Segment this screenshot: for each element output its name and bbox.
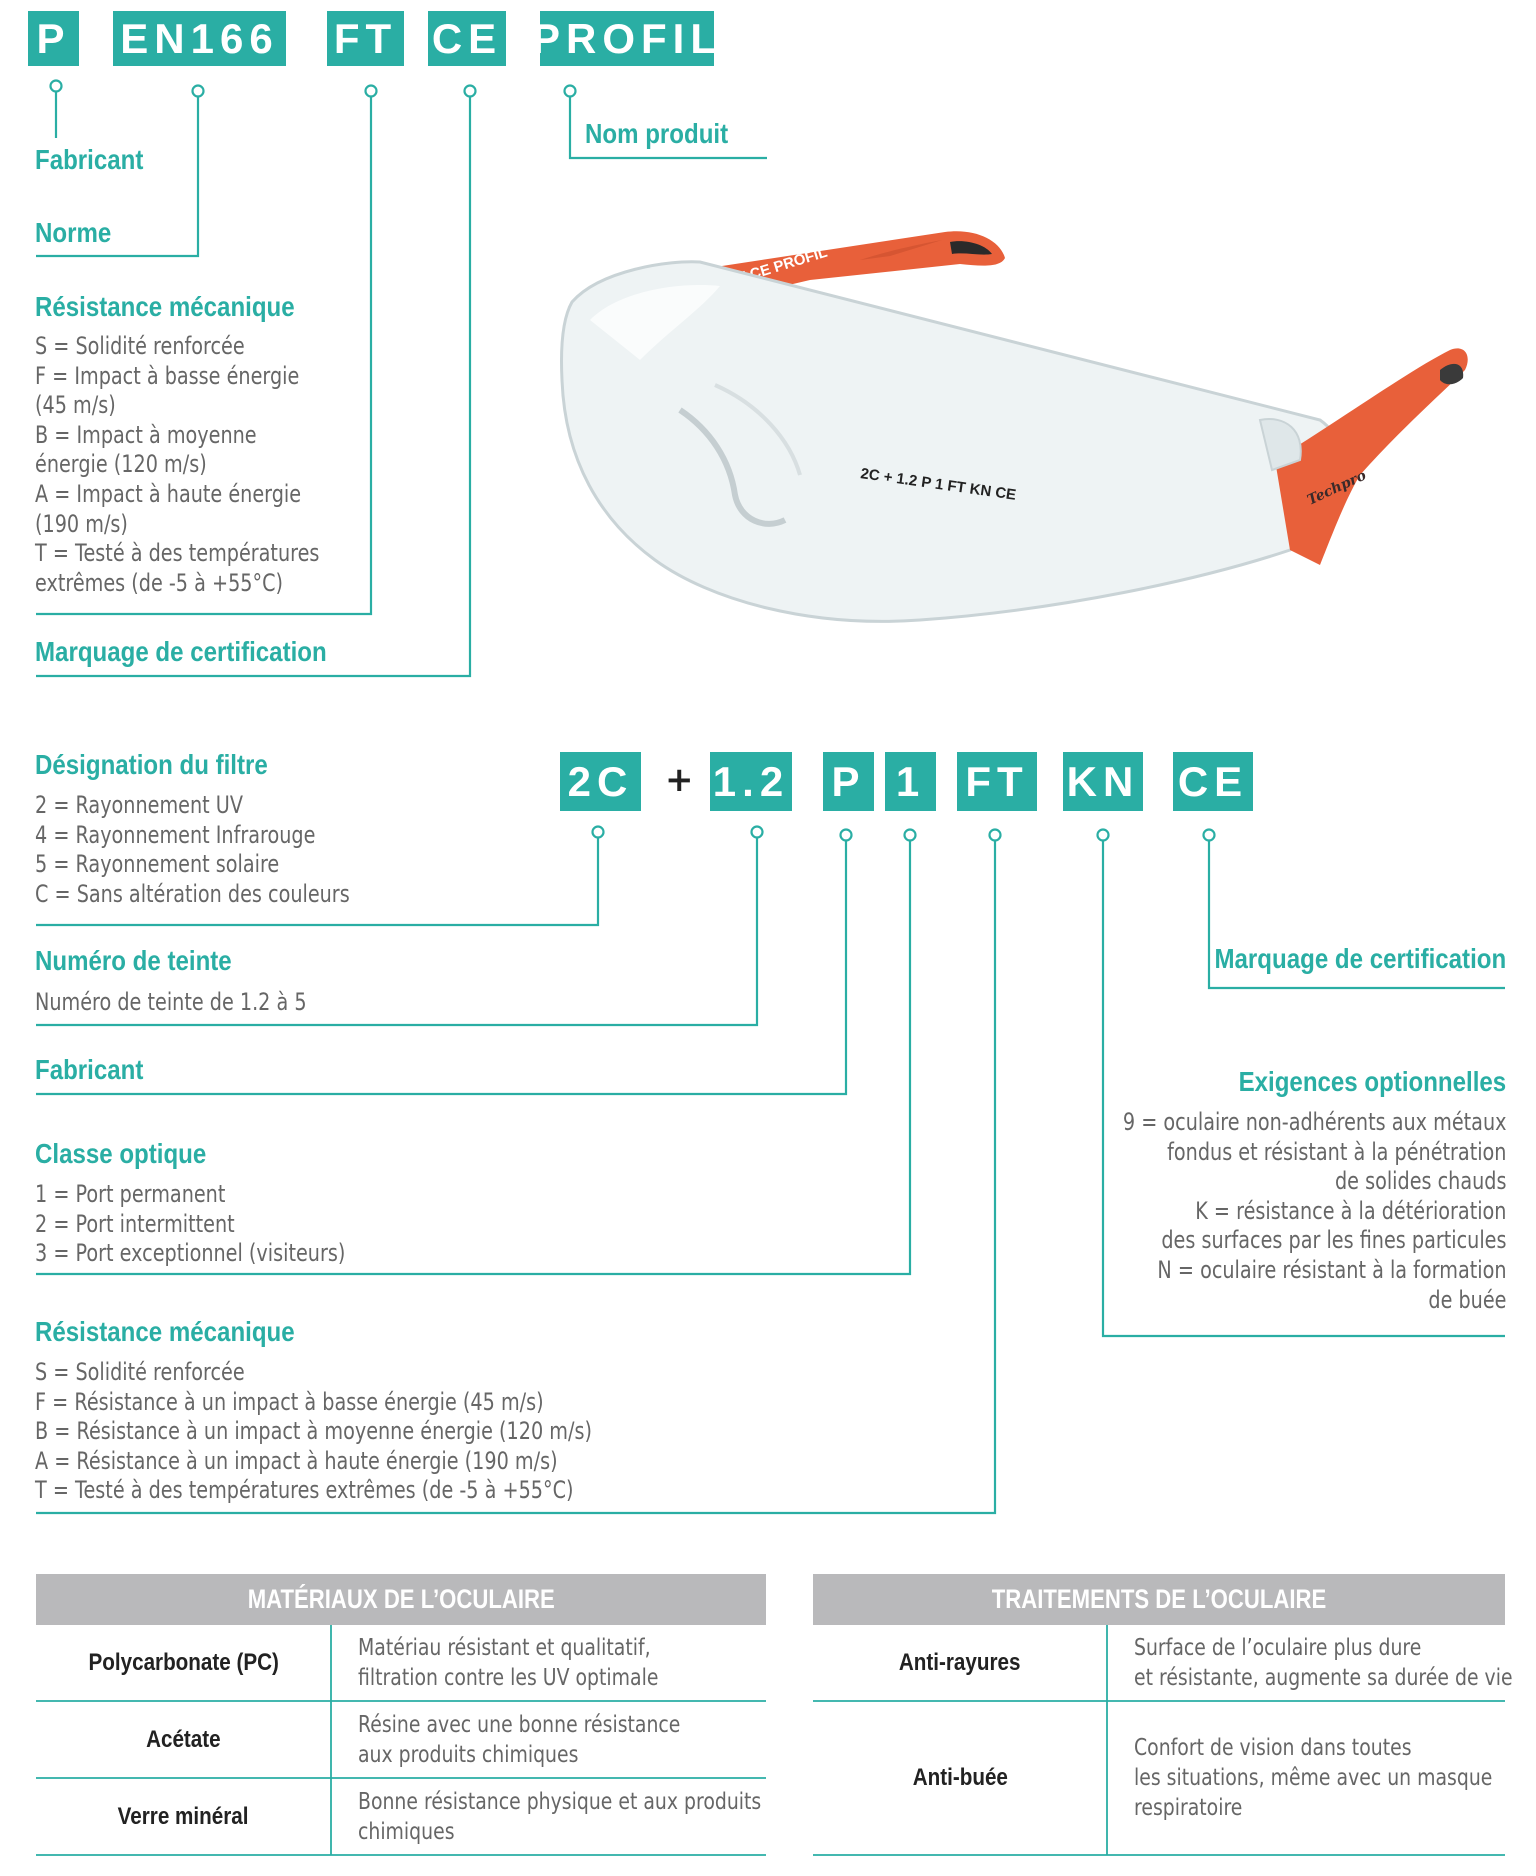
traitements-desc-antirayures xyxy=(1134,1625,1513,1701)
label-filtre: Désignation du filtre xyxy=(35,749,268,780)
traitements-header: TRAITEMENTS DE L’OCULAIRE xyxy=(813,1574,1505,1625)
materiaux-desc-line: chimiques xyxy=(358,1818,455,1845)
resistance-top-line: B = Impact à moyenne xyxy=(35,420,257,449)
plus-sign: + xyxy=(665,760,694,800)
optionnelles-line: des surfaces par les fines particules xyxy=(1160,1226,1506,1255)
resistance-lens-line: S = Solidité renforcée xyxy=(35,1358,245,1386)
resistance-lens-line: A = Résistance à un impact à haute énergie (190 m/s) xyxy=(35,1446,558,1475)
resistance-top-line: (45 m/s) xyxy=(35,391,116,420)
resistance-top-line: énergie (120 m/s) xyxy=(35,450,207,479)
optionnelles-line: de buée xyxy=(1427,1285,1506,1314)
materiaux-desc-line: Matériau résistant et qualitatif, xyxy=(358,1635,651,1661)
materiaux-desc-line: aux produits chimiques xyxy=(358,1741,579,1768)
materiaux-name-acetate: Acétate xyxy=(146,1725,221,1753)
filtre-line: 5 = Rayonnement solaire xyxy=(35,850,280,879)
optionnelles-line: 9 = oculaire non-adhérents aux métaux xyxy=(1122,1108,1506,1136)
resistance-top-line: A = Impact à haute énergie xyxy=(35,479,302,508)
label-certification-lens: Marquage de certification xyxy=(1214,943,1506,974)
label-optionnelles: Exigences optionnelles xyxy=(1238,1066,1506,1097)
filtre-line: C = Sans altération des couleurs xyxy=(35,879,350,908)
label-norme: Norme xyxy=(35,217,112,248)
brand-print: Techpro xyxy=(1304,467,1369,509)
badge-2c: 2C xyxy=(560,752,641,811)
resistance-top-line: S = Solidité renforcée xyxy=(35,332,245,360)
traitements-desc-line: les situations, même avec un masque xyxy=(1134,1765,1493,1791)
materiaux-desc-line: Bonne résistance physique et aux produits xyxy=(358,1788,762,1815)
traitements-desc-antibuee xyxy=(1134,1701,1504,1855)
optionnelles-line: N = oculaire résistant à la formation xyxy=(1156,1255,1506,1284)
classe-line: 2 = Port intermittent xyxy=(35,1209,235,1238)
label-classe: Classe optique xyxy=(35,1138,207,1169)
filtre-line: 4 = Rayonnement Infrarouge xyxy=(35,820,316,849)
resistance-lens-line: B = Résistance à un impact à moyenne énergie (120 m/s) xyxy=(35,1417,592,1446)
filtre-line: 2 = Rayonnement UV xyxy=(35,791,243,819)
resistance-top-line: F = Impact à basse énergie xyxy=(35,361,300,390)
badge-p-lens: P xyxy=(823,752,874,811)
classe-line: 3 = Port exceptionnel (visiteurs) xyxy=(35,1239,346,1268)
resistance-top-line: extrêmes (de -5 à +55°C) xyxy=(35,568,283,597)
badge-profil: PROFIL xyxy=(540,11,714,66)
classe-line: 1 = Port permanent xyxy=(35,1180,226,1208)
badge-1: 1 xyxy=(885,752,936,811)
resistance-top-line: T = Testé à des températures xyxy=(35,539,320,568)
badge-1-2: 1.2 xyxy=(710,752,792,811)
traitements-name-antirayures: Anti-rayures xyxy=(899,1649,1021,1676)
teinte-line: Numéro de teinte de 1.2 à 5 xyxy=(35,988,307,1016)
traitements-desc-line: et résistante, augmente sa durée de vie xyxy=(1134,1665,1513,1691)
badge-p: P xyxy=(28,11,79,66)
optionnelles-line: K = résistance à la détérioration xyxy=(1194,1196,1506,1225)
resistance-lens-line: T = Testé à des températures extrêmes (de -5 à +55°C) xyxy=(35,1476,574,1505)
materiaux-name-pc: Polycarbonate (PC) xyxy=(88,1649,279,1676)
label-certification-top: Marquage de certification xyxy=(35,636,327,667)
resistance-top-line: (190 m/s) xyxy=(35,509,128,538)
lens-print: 2C + 1.2 P 1 FT KN CE xyxy=(859,465,1018,504)
materiaux-desc-pc xyxy=(358,1625,758,1701)
materiaux-desc-line: Résine avec une bonne résistance xyxy=(358,1711,681,1738)
traitements-desc-line: Surface de l’oculaire plus dure xyxy=(1134,1635,1422,1661)
badge-ce: CE xyxy=(428,11,506,66)
badge-ce-lens: CE xyxy=(1173,752,1253,811)
badge-ft-lens: FT xyxy=(957,752,1037,811)
label-fabricant-lens: Fabricant xyxy=(35,1054,144,1085)
materiaux-header: MATÉRIAUX DE L’OCULAIRE xyxy=(36,1574,766,1625)
materiaux-desc-acetate xyxy=(358,1701,758,1778)
badge-ft: FT xyxy=(327,11,404,66)
resistance-lens-line: F = Résistance à un impact à basse énergie (45 m/s) xyxy=(35,1387,544,1416)
label-nom-produit: Nom produit xyxy=(585,118,729,149)
materiaux-desc-line: filtration contre les UV optimale xyxy=(358,1665,659,1691)
optionnelles-line: fondus et résistant à la pénétration xyxy=(1166,1137,1506,1166)
traitements-desc-line: respiratoire xyxy=(1134,1795,1243,1821)
traitements-name-antibuee: Anti-buée xyxy=(912,1764,1008,1791)
label-resistance-top: Résistance mécanique xyxy=(35,291,295,322)
badge-kn: KN xyxy=(1063,752,1143,811)
traitements-desc-line: Confort de vision dans toutes xyxy=(1134,1735,1412,1761)
optionnelles-line: de solides chauds xyxy=(1334,1167,1506,1196)
label-fabricant-top: Fabricant xyxy=(35,144,144,175)
label-resistance-lens: Résistance mécanique xyxy=(35,1316,295,1347)
materiaux-desc-verre xyxy=(358,1778,762,1855)
materiaux-name-verre: Verre minéral xyxy=(118,1802,249,1830)
badge-en166: EN166 xyxy=(113,11,286,66)
label-teinte: Numéro de teinte xyxy=(35,945,232,976)
